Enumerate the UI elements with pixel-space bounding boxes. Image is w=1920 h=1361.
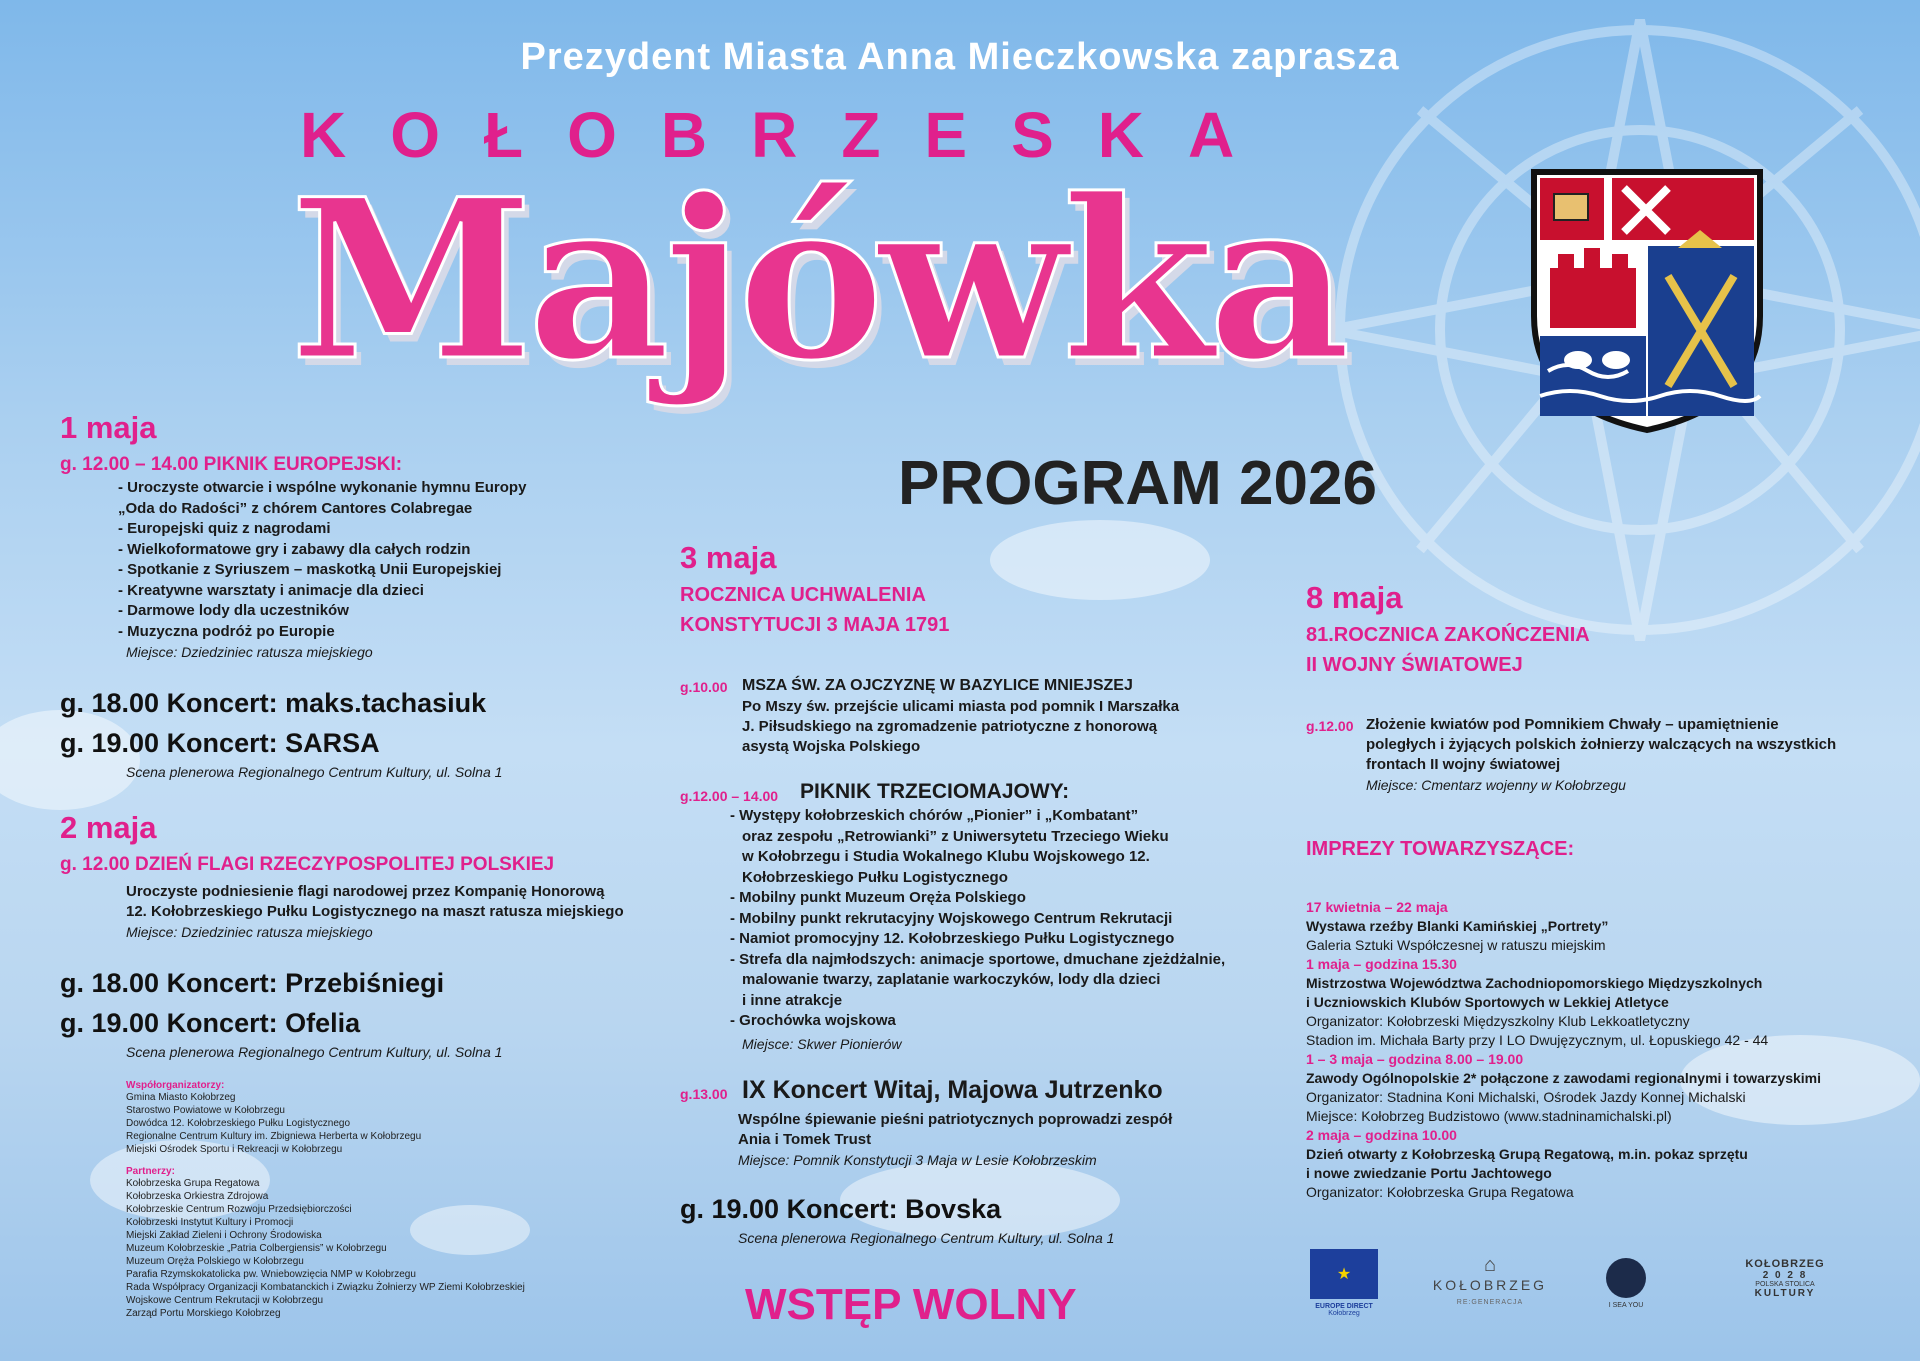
day8-title-1: 81.ROCZNICA ZAKOŃCZENIA: [1306, 624, 1590, 646]
list-item: Regionalne Centrum Kultury im. Zbigniewa Herberta w Kołobrzegu: [126, 1131, 422, 1142]
day2-date: 2 maja: [60, 810, 157, 845]
invitation-line: Prezydent Miasta Anna Mieczkowska zaprasza: [520, 36, 1400, 78]
day8-place: Miejsce: Cmentarz wojenny w Kołobrzegu: [1366, 777, 1626, 793]
side-event-date: 17 kwietnia – 22 maja: [1306, 899, 1448, 915]
day8-desc-1: Złożenie kwiatów pod Pomnikiem Chwały – upamiętnienie: [1366, 716, 1779, 733]
list-item: Muzeum Kołobrzeskie „Patria Colbergiensis” w Kołobrzegu: [126, 1243, 387, 1254]
day2-flag-title: g. 12.00 DZIEŃ FLAGI RZECZYPOSPOLITEJ POLSKIEJ: [60, 854, 555, 875]
coorganizers-title: Współorganizatorzy:: [126, 1080, 225, 1091]
day3-picnic-list: [730, 806, 1225, 1032]
day3-picnic-place: Miejsce: Skwer Pionierów: [742, 1036, 902, 1052]
side-event-date: 2 maja – godzina 10.00: [1306, 1127, 1457, 1143]
side-event-organizer: Organizator: Stadnina Koni Michalski, Ośrodek Jazdy Konnej Michalski: [1306, 1089, 1746, 1105]
side-event-title: Zawody Ogólnopolskie 2* połączone z zawodami regionalnymi i towarzyskimi: [1306, 1070, 1821, 1086]
list-item: Wojskowe Centrum Rekrutacji w Kołobrzegu: [126, 1295, 324, 1306]
list-item: oraz zespołu „Retrowianki” z Uniwersytetu Trzeciego Wieku: [742, 827, 1169, 845]
kolobrzeg-logo-sub: RE:GENERACJA: [1456, 1299, 1524, 1306]
list-item: Rada Współpracy Organizacji Kombatanckich i Związku Żołnierzy WP Ziemi Kołobrzeskiej: [126, 1282, 525, 1293]
list-item: - Wielkoformatowe gry i zabawy dla całych rodzin: [118, 540, 471, 558]
list-item: - Kreatywne warsztaty i animacje dla dzieci: [118, 581, 424, 599]
day1-picnic-place: Miejsce: Dziedziniec ratusza miejskiego: [126, 644, 373, 660]
day1-concert-1: g. 18.00 Koncert: maks.tachasiuk: [60, 688, 487, 718]
free-entry-label: WSTĘP WOLNY: [745, 1280, 1077, 1329]
side-event-title: Dzień otwarty z Kołobrzeską Grupą Regatową, m.in. pokaz sprzętu: [1306, 1146, 1748, 1162]
list-item: Muzeum Oręża Polskiego w Kołobrzegu: [126, 1256, 304, 1267]
list-item: Dowódca 12. Kołobrzeskiego Pułku Logistycznego: [126, 1118, 351, 1129]
day3-concert-time: g.13.00: [680, 1086, 728, 1102]
partners-title: Partnerzy:: [126, 1166, 175, 1177]
europe-direct-logo: [1308, 1238, 1380, 1328]
side-event-place: Stadion im. Michała Barty przy I LO Dwujęzycznym, ul. Łopuskiego 42 - 44: [1306, 1032, 1769, 1048]
day3-picnic-time: g.12.00 – 14.00: [680, 788, 779, 804]
day1-date: 1 maja: [60, 410, 157, 445]
title-majowka: Majówka: [290, 150, 1345, 409]
day1-picnic-list: [118, 478, 526, 642]
lighthouse-icon: ⌂: [1483, 1254, 1497, 1276]
day3-mass-desc-1: Po Mszy św. przejście ulicami miasta pod pomnik I Marszałka: [742, 698, 1180, 715]
day3-mass-desc-2: J. Piłsudskiego na zgromadzenie patriotyczne z honorową: [742, 718, 1158, 735]
day1-picnic-title: g. 12.00 – 14.00 PIKNIK EUROPEJSKI:: [60, 454, 403, 475]
day8-time: g.12.00: [1306, 718, 1354, 734]
side-event-title: i nowe zwiedzanie Portu Jachtowego: [1306, 1165, 1552, 1181]
list-item: - Europejski quiz z nagrodami: [118, 520, 331, 537]
list-item: - Namiot promocyjny 12. Kołobrzeskiego Pułku Logistycznego: [730, 930, 1175, 947]
day3-mass-title: MSZA ŚW. ZA OJCZYZNĘ W BAZYLICE MNIEJSZEJ: [742, 677, 1133, 694]
day2-concert-place: Scena plenerowa Regionalnego Centrum Kultury, ul. Solna 1: [126, 1044, 503, 1060]
side-event-date: 1 maja – godzina 15.30: [1306, 956, 1457, 972]
list-item: Zarząd Portu Morskiego Kołobrzeg: [126, 1308, 281, 1319]
side-event-organizer: Organizator: Kołobrzeska Grupa Regatowa: [1306, 1184, 1574, 1200]
esk-label-2: 2 0 2 8: [1762, 1269, 1808, 1281]
day3-date: 3 maja: [680, 540, 777, 575]
kolobrzeg-logo: [1420, 1245, 1560, 1315]
program-heading: PROGRAM 2026: [898, 449, 1377, 518]
side-event-title: Mistrzostwa Województwa Zachodniopomorskiego Międzyszkolnych: [1306, 975, 1763, 991]
list-item: Kołobrzeskie Centrum Rozwoju Przedsiębiorczości: [126, 1204, 352, 1215]
day3-mass-time: g.10.00: [680, 679, 728, 695]
list-item: Starostwo Powiatowe w Kołobrzegu: [126, 1105, 285, 1116]
day3-bovska-concert: g. 19.00 Koncert: Bovska: [680, 1194, 1002, 1224]
list-item: malowanie twarzy, zaplatanie warkoczyków, lody dla dzieci: [742, 971, 1161, 988]
eu-flag-icon: ★: [1310, 1249, 1378, 1299]
day3-bovska-place: Scena plenerowa Regionalnego Centrum Kultury, ul. Solna 1: [738, 1230, 1115, 1246]
isea-logo: [1596, 1248, 1656, 1318]
esk-label-4: KULTURY: [1754, 1287, 1816, 1299]
isea-label: I SEA YOU: [1608, 1301, 1644, 1309]
side-event-title: i Uczniowskich Klubów Sportowych w Lekkiej Atletyce: [1306, 994, 1669, 1010]
side-events-list: [1306, 898, 1906, 1202]
europe-direct-label: EUROPE DIRECT: [1315, 1303, 1373, 1310]
list-item: - Mobilny punkt rekrutacyjny Wojskowego Centrum Rekrutacji: [730, 909, 1173, 927]
list-item: w Kołobrzegu i Studia Wokalnego Klubu Wojskowego 12.: [742, 848, 1150, 865]
day2-flag-desc-1: Uroczyste podniesienie flagi narodowej przez Kompanię Honorową: [126, 883, 605, 900]
day2-concert-2: g. 19.00 Koncert: Ofelia: [60, 1008, 361, 1038]
europe-direct-sub: Kołobrzeg: [1328, 1310, 1360, 1317]
isea-circle-icon: [1606, 1258, 1646, 1298]
day2-flag-place: Miejsce: Dziedziniec ratusza miejskiego: [126, 924, 373, 940]
day3-title-2: KONSTYTUCJI 3 MAJA 1791: [680, 614, 950, 636]
coat-of-arms-icon: [1528, 166, 1766, 436]
esk-label-3: POLSKA STOLICA: [1755, 1280, 1815, 1288]
side-event-place: Galeria Sztuki Współczesnej w ratuszu miejskim: [1306, 937, 1606, 953]
day3-concert-title: IX Koncert Witaj, Majowa Jutrzenko: [742, 1076, 1163, 1104]
day3-concert-desc-2: Ania i Tomek Trust: [738, 1131, 872, 1148]
day8-desc-2: poległych i żyjących polskich żołnierzy walczących na wszystkich: [1366, 736, 1837, 753]
list-item: „Oda do Radości” z chórem Cantores Colabregae: [118, 499, 473, 517]
day2-flag-desc-2: 12. Kołobrzeskiego Pułku Logistycznego na maszt ratusza miejskiego: [126, 903, 624, 920]
day3-concert-place: Miejsce: Pomnik Konstytucji 3 Maja w Lesie Kołobrzeskim: [738, 1152, 1097, 1168]
esk-2028-logo: [1730, 1248, 1840, 1308]
side-event-organizer: Organizator: Kołobrzeski Międzyszkolny Klub Lekkoatletyczny: [1306, 1013, 1690, 1029]
list-item: - Darmowe lody dla uczestników: [118, 602, 349, 619]
day2-concert-1: g. 18.00 Koncert: Przebiśniegi: [60, 968, 445, 998]
list-item: - Muzyczna podróż po Europie: [118, 622, 335, 640]
list-item: Kołobrzeska Orkiestra Zdrojowa: [126, 1191, 269, 1202]
side-events-title: IMPREZY TOWARZYSZĄCE:: [1306, 838, 1575, 860]
esk-label-1: KOŁOBRZEG: [1745, 1257, 1825, 1270]
list-item: - Spotkanie z Syriuszem – maskotką Unii Europejskiej: [118, 561, 502, 578]
side-event-place: Miejsce: Kołobrzeg Budzistowo (www.stadninamichalski.pl): [1306, 1108, 1672, 1124]
side-event-title: Wystawa rzeźby Blanki Kamińskiej „Portrety”: [1306, 918, 1609, 934]
list-item: Kołobrzeska Grupa Regatowa: [126, 1178, 260, 1189]
list-item: Miejski Zakład Zieleni i Ochrony Środowiska: [126, 1230, 322, 1241]
list-item: - Grochówka wojskowa: [730, 1012, 896, 1029]
list-item: - Występy kołobrzeskich chórów „Pionier” i „Kombatant”: [730, 807, 1139, 824]
list-item: - Mobilny punkt Muzeum Oręża Polskiego: [730, 889, 1026, 906]
day8-date: 8 maja: [1306, 580, 1403, 615]
list-item: Gmina Miasto Kołobrzeg: [126, 1092, 236, 1103]
list-item: Kołobrzeskiego Pułku Logistycznego: [742, 868, 1008, 886]
day1-concert-2: g. 19.00 Koncert: SARSA: [60, 728, 380, 758]
kolobrzeg-logo-label: KOŁOBRZEG: [1432, 1277, 1548, 1293]
list-item: Parafia Rzymskokatolicka pw. Wniebowzięcia NMP w Kołobrzegu: [126, 1269, 416, 1280]
day3-picnic-title: PIKNIK TRZECIOMAJOWY:: [800, 780, 1070, 803]
day8-desc-3: frontach II wojny światowej: [1366, 756, 1561, 773]
coorganizers-block: [126, 1080, 525, 1320]
day8-title-2: II WOJNY ŚWIATOWEJ: [1306, 654, 1523, 676]
list-item: Miejski Ośrodek Sportu i Rekreacji w Kołobrzegu: [126, 1144, 343, 1155]
list-item: - Strefa dla najmłodszych: animacje sportowe, dmuchane zjeżdżalnie,: [730, 950, 1226, 968]
day1-concert-place: Scena plenerowa Regionalnego Centrum Kultury, ul. Solna 1: [126, 764, 503, 780]
side-event-date: 1 – 3 maja – godzina 8.00 – 19.00: [1306, 1051, 1524, 1067]
day3-title-1: ROCZNICA UCHWALENIA: [680, 584, 926, 606]
day3-concert-desc-1: Wspólne śpiewanie pieśni patriotycznych poprowadzi zespół: [738, 1111, 1173, 1128]
title-kolobrzeska: KOŁOBRZESKA: [300, 99, 1279, 171]
list-item: Kołobrzeski Instytut Kultury i Promocji: [126, 1217, 294, 1228]
day3-mass-desc-3: asystą Wojska Polskiego: [742, 738, 921, 755]
list-item: i inne atrakcje: [742, 991, 843, 1009]
list-item: - Uroczyste otwarcie i wspólne wykonanie hymnu Europy: [118, 479, 527, 496]
